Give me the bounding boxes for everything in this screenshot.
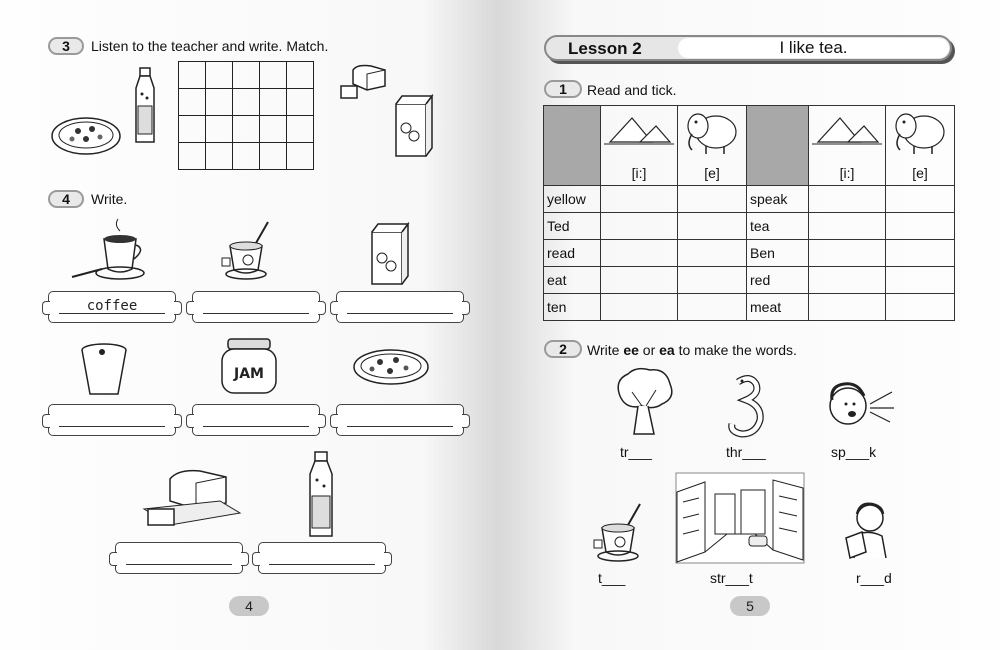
tree-icon [612,366,676,438]
write-box[interactable] [258,542,386,574]
fill-word[interactable]: sp___k [831,444,877,460]
header-sound: [e] [704,165,720,181]
write-box[interactable] [336,404,464,436]
instruction-part: to make the words. [674,342,797,358]
write-box[interactable] [192,404,320,436]
tick-cell[interactable] [809,186,886,213]
elephant-icon [890,108,950,156]
write-box-text: coffee [86,298,138,314]
header-sound: [e] [912,165,928,181]
coffee-cup-icon [68,215,148,283]
word-cell: red [747,267,809,294]
write-box[interactable] [48,291,176,323]
juice-box-icon [366,218,418,288]
jam-jar-icon [218,335,280,397]
tick-cell[interactable] [678,240,747,267]
exercise-1-number: 1 [544,80,582,98]
word-cell: Ben [747,240,809,267]
table-row [544,294,955,321]
fill-word[interactable]: t___ [598,570,626,586]
lesson-label: Lesson 2 [568,39,642,58]
right-page [500,0,1000,650]
tick-cell[interactable] [809,294,886,321]
tick-cell[interactable] [678,186,747,213]
page-number-right: 5 [730,596,770,616]
tick-cell[interactable] [678,294,747,321]
exercise-3-number: 3 [48,37,84,55]
tick-cell[interactable] [601,294,678,321]
tick-cell[interactable] [809,213,886,240]
header-pyramid [601,106,678,186]
bread-icon [337,62,392,104]
exercise-3-instruction: Listen to the teacher and write. Match. [91,38,329,54]
pyramid-icon [812,114,882,146]
instruction-part: Write [587,342,624,358]
bread-icon [140,465,244,531]
word-cell: ten [544,294,601,321]
tick-cell[interactable] [886,240,955,267]
exercise-4-number: 4 [48,190,84,208]
exercise-2-number: 2 [544,340,582,358]
header-sound: [i:] [839,165,855,181]
word-cell: read [544,240,601,267]
exercise-2-instruction [587,342,797,358]
fill-word[interactable]: tr___ [620,444,652,460]
table-row [544,240,955,267]
tick-table [543,105,955,321]
exercise-4-instruction: Write. [91,191,128,207]
tick-cell[interactable] [886,213,955,240]
header-empty [544,106,601,186]
tea-cup-icon [218,220,278,282]
tick-cell[interactable] [678,213,747,240]
table-row [544,213,955,240]
tick-cell[interactable] [886,186,955,213]
lesson-header [544,35,952,61]
header-empty [747,106,809,186]
bottle-icon [304,450,338,540]
girl-speaking-icon [824,378,896,438]
street-icon [675,472,805,564]
tick-cell[interactable] [809,240,886,267]
tick-cell[interactable] [809,267,886,294]
juice-box-icon [388,92,438,160]
tick-cell[interactable] [886,267,955,294]
boy-reading-icon [840,500,892,562]
write-box[interactable] [115,542,243,574]
instruction-ee: ee [623,342,639,358]
fill-word[interactable]: str___t [710,570,753,586]
table-row [544,186,955,213]
write-box[interactable] [336,291,464,323]
tick-cell[interactable] [678,267,747,294]
svg-text:JAM: JAM [234,366,264,382]
pizza-icon [352,347,430,387]
word-cell: speak [747,186,809,213]
fill-word[interactable]: thr___ [726,444,766,460]
word-cell: eat [544,267,601,294]
elephant-icon [682,108,742,156]
tick-cell[interactable] [886,294,955,321]
header-sound: [i:] [631,165,647,181]
header-elephant [886,106,955,186]
pyramid-icon [604,114,674,146]
letter-grid[interactable] [178,61,314,170]
instruction-part: or [638,342,660,358]
tick-cell[interactable] [601,267,678,294]
yogurt-icon [76,340,132,398]
page-number-left: 4 [229,596,269,616]
fill-word[interactable]: r___d [856,570,892,586]
tick-cell[interactable] [601,186,678,213]
word-cell: yellow [544,186,601,213]
bottle-icon [130,66,160,146]
tea-cup-icon [592,502,650,564]
tick-cell[interactable] [601,240,678,267]
word-cell: meat [747,294,809,321]
tick-cell[interactable] [601,213,678,240]
word-cell: Ted [544,213,601,240]
write-box[interactable] [192,291,320,323]
instruction-ea: ea [659,342,675,358]
header-elephant [678,106,747,186]
table-row [544,267,955,294]
left-page [0,0,496,650]
word-cell: tea [747,213,809,240]
lesson-title: I like tea. [678,38,949,58]
pizza-icon [50,115,122,157]
write-box[interactable] [48,404,176,436]
exercise-1-instruction: Read and tick. [587,82,677,98]
snake-icon [722,372,772,440]
header-pyramid [809,106,886,186]
